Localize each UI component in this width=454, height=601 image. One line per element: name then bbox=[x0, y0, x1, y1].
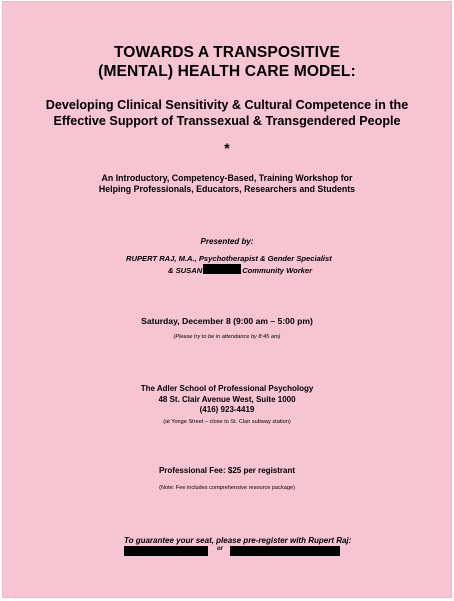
register-or: or bbox=[217, 546, 223, 552]
fee: Professional Fee: $25 per registrant bbox=[158, 466, 296, 475]
presenter-2-suffix: Community Worker bbox=[242, 266, 313, 275]
redaction-bar bbox=[124, 546, 208, 556]
workshop-line-2: Helping Professionals, Educators, Researchers and Students bbox=[98, 184, 356, 194]
venue bbox=[2, 384, 452, 416]
venue-phone: (416) 923-4419 bbox=[199, 405, 255, 414]
attendance-note: (Please try to be in attendance by 8:45 am) bbox=[173, 334, 281, 340]
register-instruction: To guarantee your seat, please pre-register with Rupert Raj: bbox=[124, 536, 352, 545]
title-line-2: (MENTAL) HEALTH CARE MODEL: bbox=[98, 63, 356, 80]
separator-asterisk: * bbox=[224, 140, 230, 156]
presenter-2-prefix: & SUSAN bbox=[168, 266, 203, 275]
subtitle-line-2: Effective Support of Transsexual & Transgendered People bbox=[53, 114, 401, 128]
flyer-subtitle bbox=[2, 97, 452, 129]
location-note: (at Yonge Street – close to St. Clair subway station) bbox=[163, 419, 291, 425]
flyer-title bbox=[2, 43, 452, 81]
workshop-line-1: An Introductory, Competency-Based, Training Workshop for bbox=[101, 173, 353, 183]
redaction-bar bbox=[230, 546, 340, 556]
fee-note: (Note: Fee includes comprehensive resource package) bbox=[159, 485, 295, 491]
venue-address: 48 St. Clair Avenue West, Suite 1000 bbox=[158, 394, 296, 404]
subtitle-line-1: Developing Clinical Sensitivity & Cultural Competence in the bbox=[45, 98, 409, 112]
presenters bbox=[126, 254, 332, 276]
presenter-1: RUPERT RAJ, M.A., Psychotherapist & Gender Specialist bbox=[126, 254, 332, 263]
contact-redactions bbox=[124, 546, 350, 557]
flyer-page bbox=[2, 1, 452, 598]
title-line-1: TOWARDS A TRANSPOSITIVE bbox=[113, 44, 341, 61]
venue-name: The Adler School of Professional Psychology bbox=[140, 384, 314, 393]
redaction-bar bbox=[203, 264, 241, 274]
presented-by-label: Presented by: bbox=[200, 237, 254, 246]
workshop-description bbox=[2, 173, 452, 195]
event-date: Saturday, December 8 (9:00 am – 5:00 pm) bbox=[141, 316, 313, 326]
presenter-2 bbox=[126, 264, 332, 276]
